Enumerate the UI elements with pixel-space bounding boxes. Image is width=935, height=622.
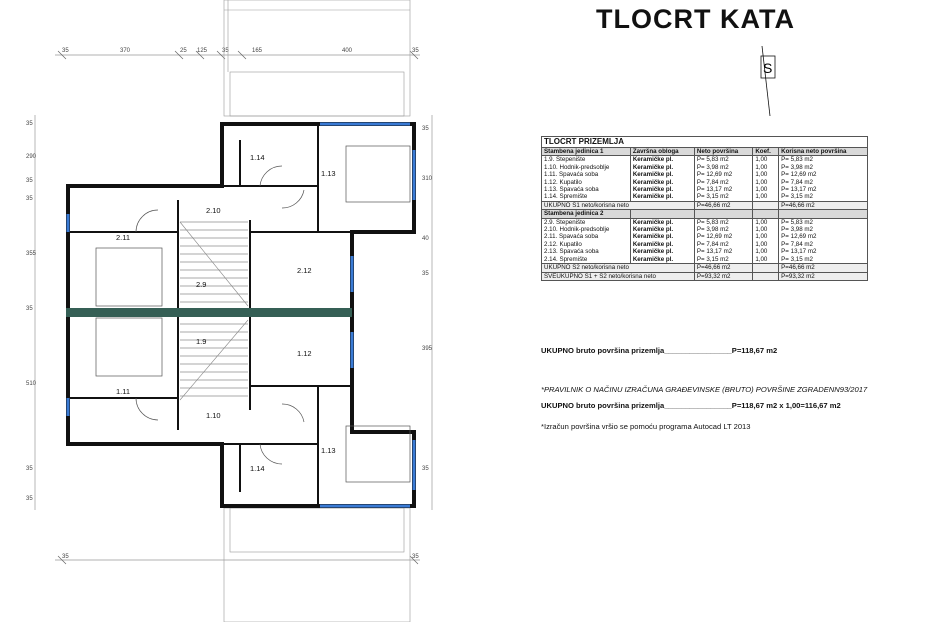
dimension-label: 290: [26, 154, 37, 160]
north-label: S: [763, 60, 773, 76]
koef-list-unit1: 1,00 1,00 1,00 1,00 1,00 1,00: [753, 156, 779, 201]
dimension-label: 35: [26, 306, 33, 312]
table-header-row: [542, 148, 868, 156]
room-label: 2.10: [206, 206, 221, 215]
room-label: 2.9: [196, 280, 207, 289]
dimension-label: 35: [26, 196, 33, 202]
total-neto: P=46,66 m2: [694, 264, 752, 272]
party-wall: [66, 308, 352, 317]
dimension-label: 35: [422, 271, 429, 277]
column-header: Koef.: [753, 148, 779, 156]
total-korisna: P=46,66 m2: [779, 264, 868, 272]
autocad-note: *Izračun površina vršio se pomoću programa Autocad LT 2013: [541, 422, 751, 431]
dimension-label: 370: [120, 48, 131, 54]
total-label: UKUPNO S1 neto/korisna neto: [542, 201, 695, 209]
dimension-label: 35: [412, 554, 419, 560]
dimension-label: 35: [422, 126, 429, 132]
dimension-label: 400: [342, 48, 353, 54]
table-row: [542, 201, 868, 209]
column-header: Korisna neto površina: [779, 148, 868, 156]
room-label: 1.10: [206, 411, 221, 420]
room-list-unit2: 2.9. Stepenište 2.10. Hodnik-predsoblje 2.11. Spavaća soba 2.12. Kupatilo 2.13. Spavaća soba 2.14. Spremište: [542, 218, 631, 263]
dimension-label: 125: [197, 48, 208, 54]
table-row: [542, 218, 868, 263]
bruto-calc-note: UKUPNO bruto površina prizemlja________________P=118,67 m2 x 1,00=116,67 m2: [541, 401, 841, 410]
terrace-bottom: [224, 508, 410, 622]
dimension-label: 310: [422, 176, 433, 182]
dimension-label: 40: [422, 236, 429, 242]
dimension-label: 25: [180, 48, 187, 54]
north-arrow-icon: [752, 44, 782, 119]
dimension-label: 35: [26, 466, 33, 472]
koef-list-unit2: 1,00 1,00 1,00 1,00 1,00 1,00: [753, 218, 779, 263]
finish-list-unit1: Keramičke pl. Keramičke pl. Keramičke pl. Keramičke pl. Keramičke pl. Keramičke pl.: [630, 156, 694, 201]
total-label: UKUPNO S2 neto/korisna neto: [542, 264, 695, 272]
dimension-label: 35: [222, 48, 229, 54]
total-korisna: P=46,66 m2: [779, 201, 868, 209]
unit2-label: Stambena jedinica 2: [542, 210, 631, 218]
neto-list-unit1: P= 5,83 m2 P= 3,98 m2 P= 12,69 m2 P= 7,84 m2 P= 13,17 m2 P= 3,15 m2: [694, 156, 752, 201]
grand-total-label: SVEUKUPNO S1 + S2 neto/korisna neto: [542, 272, 695, 280]
room-label: 2.11: [116, 233, 131, 242]
table-row: [542, 272, 868, 280]
area-table: [541, 136, 868, 281]
dimension-label: 35: [62, 554, 69, 560]
dimension-label: 165: [252, 48, 263, 54]
dimension-label: 355: [26, 251, 37, 257]
dimension-label: 510: [26, 381, 37, 387]
grand-total-korisna: P=93,32 m2: [779, 272, 868, 280]
column-header: Završna obloga: [630, 148, 694, 156]
table-caption: TLOCRT PRIZEMLJA: [542, 137, 868, 148]
dimension-lines: [35, 51, 432, 564]
dimension-label: 35: [26, 121, 33, 127]
table-row: [542, 264, 868, 272]
room-label: 1.13: [321, 446, 336, 455]
neto-list-unit2: P= 5,83 m2 P= 3,98 m2 P= 12,69 m2 P= 7,84 m2 P= 13,17 m2 P= 3,15 m2: [694, 218, 752, 263]
room-label: 1.14: [250, 464, 265, 473]
table-row: [542, 156, 868, 201]
bruto-total-note: UKUPNO bruto površina prizemlja________________P=118,67 m2: [541, 346, 778, 355]
grand-total-neto: P=93,32 m2: [694, 272, 752, 280]
dimension-label: 35: [412, 48, 419, 54]
room-label: 1.13: [321, 169, 336, 178]
dimension-label: 35: [62, 48, 69, 54]
column-header: Stambena jedinica 1: [542, 148, 631, 156]
room-list-unit1: 1.9. Stepenište 1.10. Hodnik-predsoblje 1.11. Spavaća soba 1.12. Kupatilo 1.13. Spavaća soba 1.14. Spremište: [542, 156, 631, 201]
column-header: Neto površina: [694, 148, 752, 156]
room-label: 1.11: [116, 387, 131, 396]
korisna-list-unit2: P= 5,83 m2 P= 3,98 m2 P= 12,69 m2 P= 7,84 m2 P= 13,17 m2 P= 3,15 m2: [779, 218, 868, 263]
terrace-top: [224, 0, 410, 116]
page-title: TLOCRT KATA: [596, 4, 795, 34]
dimension-label: 35: [26, 178, 33, 184]
pravilnik-note: *PRAVILNIK O NAČINU IZRAČUNA GRAĐEVINSKE (BRUTO) POVRŠINE ZGRADENN93/2017: [541, 385, 868, 394]
dimension-label: 35: [26, 496, 33, 502]
room-label: 2.12: [297, 266, 312, 275]
finish-list-unit2: Keramičke pl. Keramičke pl. Keramičke pl. Keramičke pl. Keramičke pl. Keramičke pl.: [630, 218, 694, 263]
room-label: 1.9: [196, 337, 207, 346]
table-header-row: [542, 210, 868, 218]
dimension-label: 395: [422, 346, 433, 352]
total-neto: P=46,66 m2: [694, 201, 752, 209]
dimension-label: 35: [422, 466, 429, 472]
korisna-list-unit1: P= 5,83 m2 P= 3,98 m2 P= 12,69 m2 P= 7,84 m2 P= 13,17 m2 P= 3,15 m2: [779, 156, 868, 201]
room-label: 1.12: [297, 349, 312, 358]
room-label: 1.14: [250, 153, 265, 162]
